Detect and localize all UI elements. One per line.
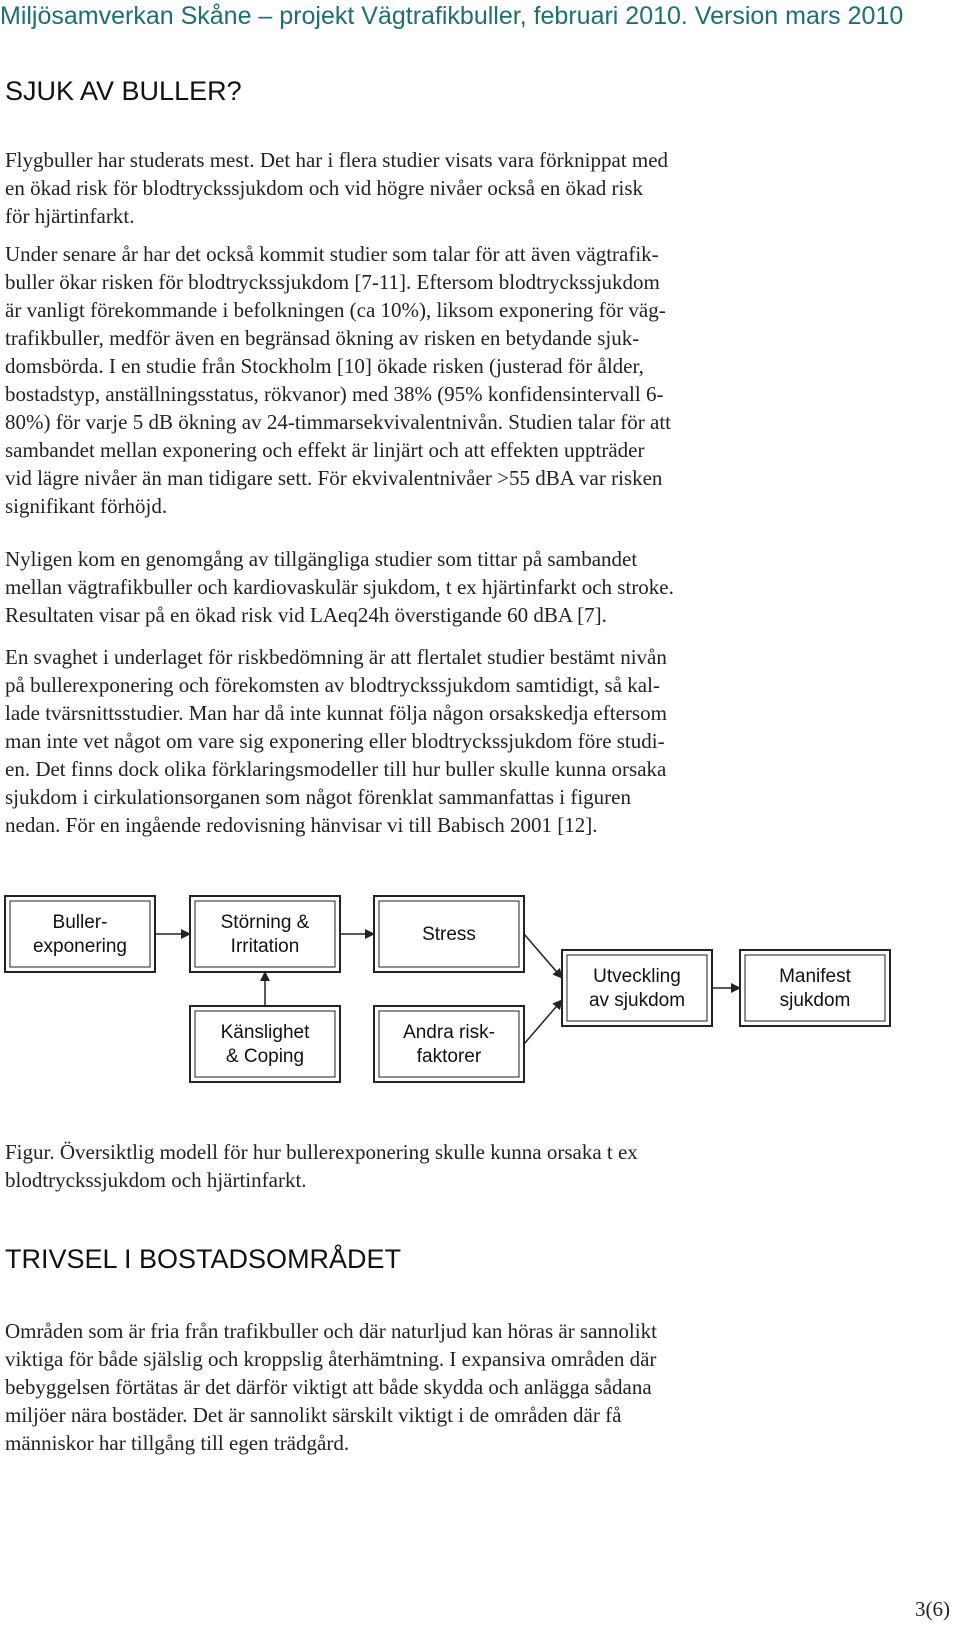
box-label: Andra risk-: [403, 1022, 495, 1043]
text-line: sambandet mellan exponering och effekt är linjärt och att effekten uppträder: [5, 438, 645, 462]
paragraph-5: [5, 1317, 795, 1457]
causal-model-diagram: [0, 880, 960, 1100]
figure-caption: [5, 1138, 638, 1194]
text-line: Områden som är fria från trafikbuller och där naturljud kan höras är sannolikt: [5, 1319, 657, 1343]
text-line: 80%) för varje 5 dB ökning av 24-timmarsekvivalentnivån. Studien talar för att: [5, 410, 671, 434]
box-kanslighet-coping: [190, 1006, 340, 1082]
box-andra-riskfaktorer: [374, 1006, 524, 1082]
paragraph-2: [5, 240, 795, 520]
box-bullerexponering: [5, 896, 155, 972]
paragraph-1: [5, 146, 795, 230]
text-line: Under senare år har det också kommit studier som talar för att även vägtrafik-: [5, 242, 659, 266]
text-line: En svaghet i underlaget för riskbedömning är att flertalet studier bestämt nivån: [5, 645, 667, 669]
text-line: signifikant förhöjd.: [5, 494, 168, 518]
box-label: Stress: [422, 924, 476, 945]
text-line: vid lägre nivåer än man tidigare sett. För ekvivalentnivåer >55 dBA var risken: [5, 466, 663, 490]
box-label: Utveckling: [593, 966, 681, 987]
box-label: av sjukdom: [588, 990, 686, 1011]
box-label: Störning &: [220, 912, 310, 933]
text-line: Nyligen kom en genomgång av tillgängliga studier som tittar på sambandet: [5, 547, 638, 571]
page-number: 3(6): [915, 1597, 950, 1621]
text-line: bostadstyp, anställningsstatus, rökvanor) med 38% (95% konfidensintervall 6-: [5, 382, 664, 406]
text-line: är vanligt förekommande i befolkningen (ca 10%), liksom exponering för väg-: [5, 298, 666, 322]
text-line: bebyggelsen förtätas är det därför viktigt att både skydda och anlägga sådana: [5, 1375, 652, 1399]
text-line: domsbörda. I en studie från Stockholm [10] ökade risken (justerad för ålder,: [5, 354, 644, 378]
box-utveckling-av-sjukdom: [562, 950, 712, 1026]
text-line: en ökad risk för blodtryckssjukdom och vid högre nivåer också en ökad risk: [5, 176, 644, 200]
box-label: exponering: [32, 936, 128, 957]
text-line: blodtryckssjukdom och hjärtinfarkt.: [5, 1168, 307, 1192]
text-line: en. Det finns dock olika förklaringsmodeller till hur buller skulle kunna orsaka: [5, 757, 667, 781]
box-manifest-sjukdom: [740, 950, 890, 1026]
text-line: sjukdom i cirkulationsorganen som något förenklat sammanfattas i figuren: [5, 785, 631, 809]
text-line: Flygbuller har studerats mest. Det har i flera studier visats vara förknippat med: [5, 148, 669, 172]
text-line: på bullerexponering och förekomsten av blodtryckssjukdom samtidigt, så kal-: [5, 673, 660, 697]
text-line: Resultaten visar på en ökad risk vid LAeq24h överstigande 60 dBA [7].: [5, 603, 607, 627]
text-line: nedan. För en ingående redovisning hänvisar vi till Babisch 2001 [12].: [5, 813, 598, 837]
paragraph-3: [5, 545, 795, 629]
box-label: sjukdom: [779, 990, 851, 1011]
text-line: lade tvärsnittsstudier. Man har då inte kunnat följa någon orsakskedja eftersom: [5, 701, 667, 725]
text-line: människor har tillgång till egen trädgård.: [5, 1431, 350, 1455]
text-line: trafikbuller, medför även en begränsad ökning av risken en betydande sjuk-: [5, 326, 640, 350]
section-heading-trivsel: TRIVSEL I BOSTADSOMRÅDET: [5, 1244, 402, 1274]
paragraph-4: [5, 643, 795, 839]
text-line: för hjärtinfarkt.: [5, 204, 135, 228]
box-label: & Coping: [225, 1046, 305, 1067]
document-header: Miljösamverkan Skåne – projekt Vägtrafikbuller, februari 2010. Version mars 2010: [0, 2, 904, 30]
text-line: buller ökar risken för blodtryckssjukdom [7-11]. Eftersom blodtryckssjukdom: [5, 270, 660, 294]
text-line: miljöer nära bostäder. Det är sannolikt särskilt viktigt i de områden där få: [5, 1403, 622, 1427]
box-label: Manifest: [779, 966, 851, 987]
box-storning-irritation: [190, 896, 340, 972]
box-label: Buller-: [52, 912, 108, 933]
box-stress: [374, 896, 524, 972]
text-line: Figur. Översiktlig modell för hur bullerexponering skulle kunna orsaka t ex: [5, 1140, 638, 1164]
text-line: viktiga för både själslig och kroppslig återhämtning. I expansiva områden där: [5, 1347, 657, 1371]
box-label: Irritation: [230, 936, 300, 957]
section-heading-sjuk: SJUK AV BULLER?: [5, 76, 242, 106]
box-label: faktorer: [416, 1046, 482, 1067]
text-line: man inte vet något om vare sig exponering eller blodtryckssjukdom före studi-: [5, 729, 665, 753]
arrow-andra-to-utveckling: [524, 1000, 562, 1044]
box-label: Känslighet: [220, 1022, 310, 1043]
text-line: mellan vägtrafikbuller och kardiovaskulär sjukdom, t ex hjärtinfarkt och stroke.: [5, 575, 674, 599]
arrow-stress-to-utveckling: [524, 934, 562, 978]
